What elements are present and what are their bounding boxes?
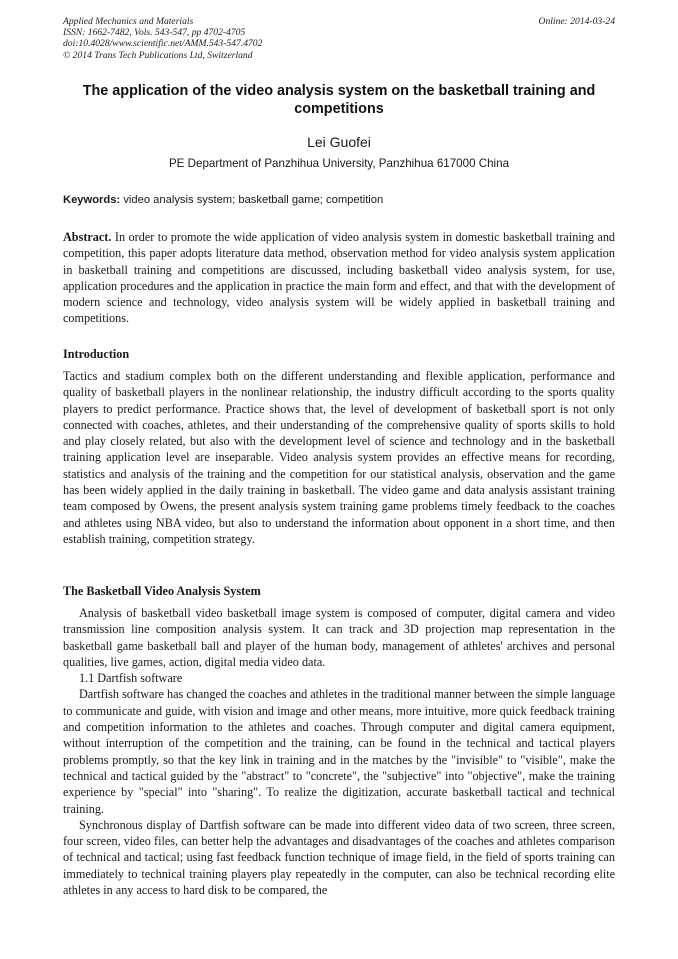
introduction-text: Tactics and stadium complex both on the different understanding and flexible application, performance and quality of basketball players in the nonlinear relationship, the industry difficult according to the sports quality players to predict performance. Practice shows that, the level of development of basketball sport is not only connected with coaches, athletes, and their understanding of the comprehensive quality of sports skills to hold and play closely related, but also with the development level of science and technology and in the basketball training application level are inseparable. Video analysis system provides an effective means for recording, statistics and analysis of the training and the competition for our statistical analysis, observation and the game has been widely applied in the daily training in basketball. The video game and data analysis assistant training team composed by Owens, the present analysis system training game problems timely feedback to the coaches and athletes using NBA video, but also to understand the information about opponent in a short time, and then establish training, competition strategy. xyxy=(63,369,615,546)
system-paragraph-1: Analysis of basketball video basketball image system is composed of computer, digital camera and video transmission line composition analysis system. It can track and 3D projection map representation in the basketball game basketball ball and player of the human body, management of athletes' archives and personal qualities, live games, action, digital media video data. xyxy=(63,606,615,669)
abstract xyxy=(63,229,615,327)
keywords-label: Keywords: xyxy=(63,194,121,206)
keywords-text: video analysis system; basketball game; competition xyxy=(123,194,384,206)
keywords xyxy=(63,193,615,207)
author-name: Lei Guofei xyxy=(307,134,371,150)
system-section-heading: The Basketball Video Analysis System xyxy=(63,584,261,598)
abstract-label: Abstract. xyxy=(63,230,112,244)
journal-copyright: © 2014 Trans Tech Publications Ltd, Switzerland xyxy=(63,49,253,61)
online-date: Online: 2014-03-24 xyxy=(538,16,615,27)
journal-header xyxy=(63,16,615,61)
journal-issn: ISSN: 1662-7482, Vols. 543-547, pp 4702-4705 xyxy=(63,27,246,39)
system-paragraph-2: Dartfish software has changed the coaches and athletes in the traditional manner between the simple language to communicate and guide, with vision and image and other means, more intuitive, more quick feedback training and competition information to the athletes and coaches. Through computer and digital camera equipment, without interruption of the competition and the training, can be found in the technical and tactical players problems promptly, so that the key link in training and in the matches by the "invisible" to "visible", make the technical and tactical guided by the "abstract" to "concrete", the "subjective" into "objective", make the training experience by "special" into "sharing". To realize the digitization, accurate basketball tactical and technical training. xyxy=(63,687,615,816)
system-paragraph-3: Synchronous display of Dartfish software can be made into different video data of two screen, three screen, four screen, video files, can better help the advantages and disadvantages of the coaches and athletes comparison of technical and tactical; using fast feedback function technique of image field, in the field of sports training can immediately to technical training players play repeatedly in the computer, can also be technical recording elite athletes in any access to hard disk to be compared, the xyxy=(63,817,615,898)
dartfish-subheading: 1.1 Dartfish software xyxy=(79,671,183,686)
author-affiliation: PE Department of Panzhihua University, Panzhihua 617000 China xyxy=(168,157,510,170)
introduction-heading: Introduction xyxy=(63,347,130,361)
journal-doi: doi:10.4028/www.scientific.net/AMM.543-547.4702 xyxy=(63,38,263,50)
abstract-text: In order to promote the wide application of video analysis system in domestic basketball training and competition, this paper adopts literature data method, observation method for video analysis system application in basketball training and competitions are discussed, including basketball video analysis system, for use, application procedures and the application in practice the main form and effect, and that with the development of modern science and technology, video analysis system will be widely applied in basketball training and competitions. xyxy=(63,230,616,326)
system-section-body xyxy=(63,605,615,898)
paper-title: The application of the video analysis system on the basketball training and competitions xyxy=(82,83,596,117)
journal-name: Applied Mechanics and Materials xyxy=(63,16,194,27)
